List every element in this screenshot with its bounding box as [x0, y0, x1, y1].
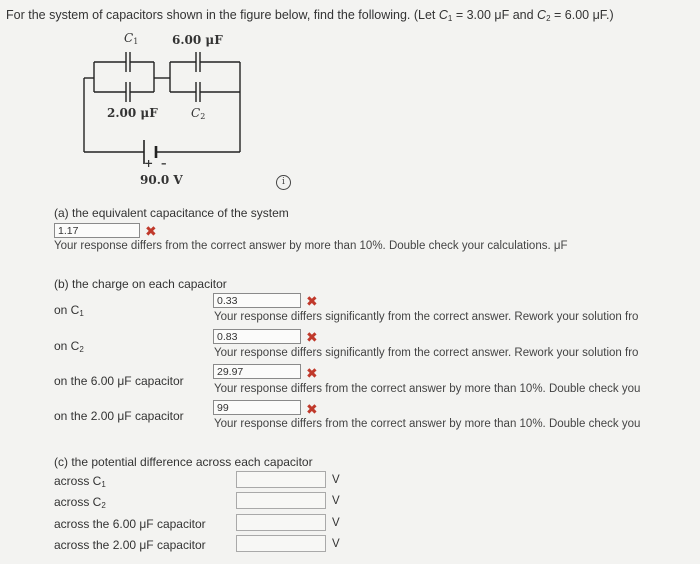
part-b-label-2uf: on the 2.00 μF capacitor [54, 409, 184, 423]
part-c-2uf-input[interactable] [236, 535, 326, 552]
info-icon[interactable]: i [276, 175, 291, 190]
part-a-unit: μF [553, 240, 568, 252]
part-a-question: (a) the equivalent capacitance of the system [54, 206, 289, 220]
part-c-label-c1: across $C_1$ [54, 474, 106, 489]
part-b-label-c1: on $C_1$ [54, 303, 84, 318]
part-b-label-6uf: on the 6.00 μF capacitor [54, 374, 184, 388]
wrong-icon: ✖ [306, 365, 318, 381]
part-a-answer-input[interactable]: 1.17 [54, 223, 140, 238]
part-a-feedback: Your response differs from the correct answer by more than 10%. Double check your calculations. μF [54, 240, 568, 252]
c2-symbol: C [537, 8, 547, 22]
part-b-c2-input[interactable]: 0.83 [213, 329, 301, 344]
part-b-label-c2: on $C_2$ [54, 339, 84, 354]
part-b-6uf-feedback: Your response differs from the correct answer by more than 10%. Double check you [214, 383, 641, 395]
label-2uf: 2.00 μF [107, 106, 158, 120]
part-c-c1-unit: V [332, 474, 340, 486]
circuit-diagram [70, 30, 270, 190]
c1-symbol: C [438, 8, 448, 22]
part-c-c2-unit: V [332, 495, 340, 507]
part-b-2uf-input[interactable]: 99 [213, 400, 301, 415]
part-b-c1-feedback: Your response differs significantly from the correct answer. Rework your solution fro [214, 311, 639, 323]
label-c1: $C_1$ [124, 31, 139, 46]
part-b-c1-input[interactable]: 0.33 [213, 293, 301, 308]
part-c-question: (c) the potential difference across each capacitor [54, 455, 313, 469]
part-c-label-c2: across $C_2$ [54, 495, 106, 510]
part-c-label-6uf: across the 6.00 μF capacitor [54, 517, 206, 531]
wrong-icon: ✖ [306, 329, 318, 345]
part-c-c1-input[interactable] [236, 471, 326, 488]
part-c-6uf-unit: V [332, 517, 340, 529]
problem-statement: For the system of capacitors shown in the figure below, find the following. (Let $C_1 = 3.00$ μF and $C_2 = 6.00$ μF.) [6, 8, 614, 23]
battery-minus: – [161, 157, 167, 170]
part-b-c2-feedback: Your response differs significantly from the correct answer. Rework your solution fro [214, 347, 639, 359]
part-c-6uf-input[interactable] [236, 514, 326, 531]
battery-plus: + [144, 157, 154, 170]
wrong-icon: ✖ [306, 401, 318, 417]
part-b-2uf-feedback: Your response differs from the correct answer by more than 10%. Double check you [214, 418, 641, 430]
wrong-icon: ✖ [306, 293, 318, 309]
label-6uf: 6.00 μF [172, 33, 223, 47]
part-c-label-2uf: across the 2.00 μF capacitor [54, 538, 206, 552]
part-c-2uf-unit: V [332, 538, 340, 550]
part-b-question: (b) the charge on each capacitor [54, 277, 227, 291]
wrong-icon: ✖ [145, 223, 157, 239]
part-b-6uf-input[interactable]: 29.97 [213, 364, 301, 379]
label-c2: $C_2$ [191, 106, 206, 121]
battery-voltage: 90.0 V [140, 173, 183, 187]
part-c-c2-input[interactable] [236, 492, 326, 509]
